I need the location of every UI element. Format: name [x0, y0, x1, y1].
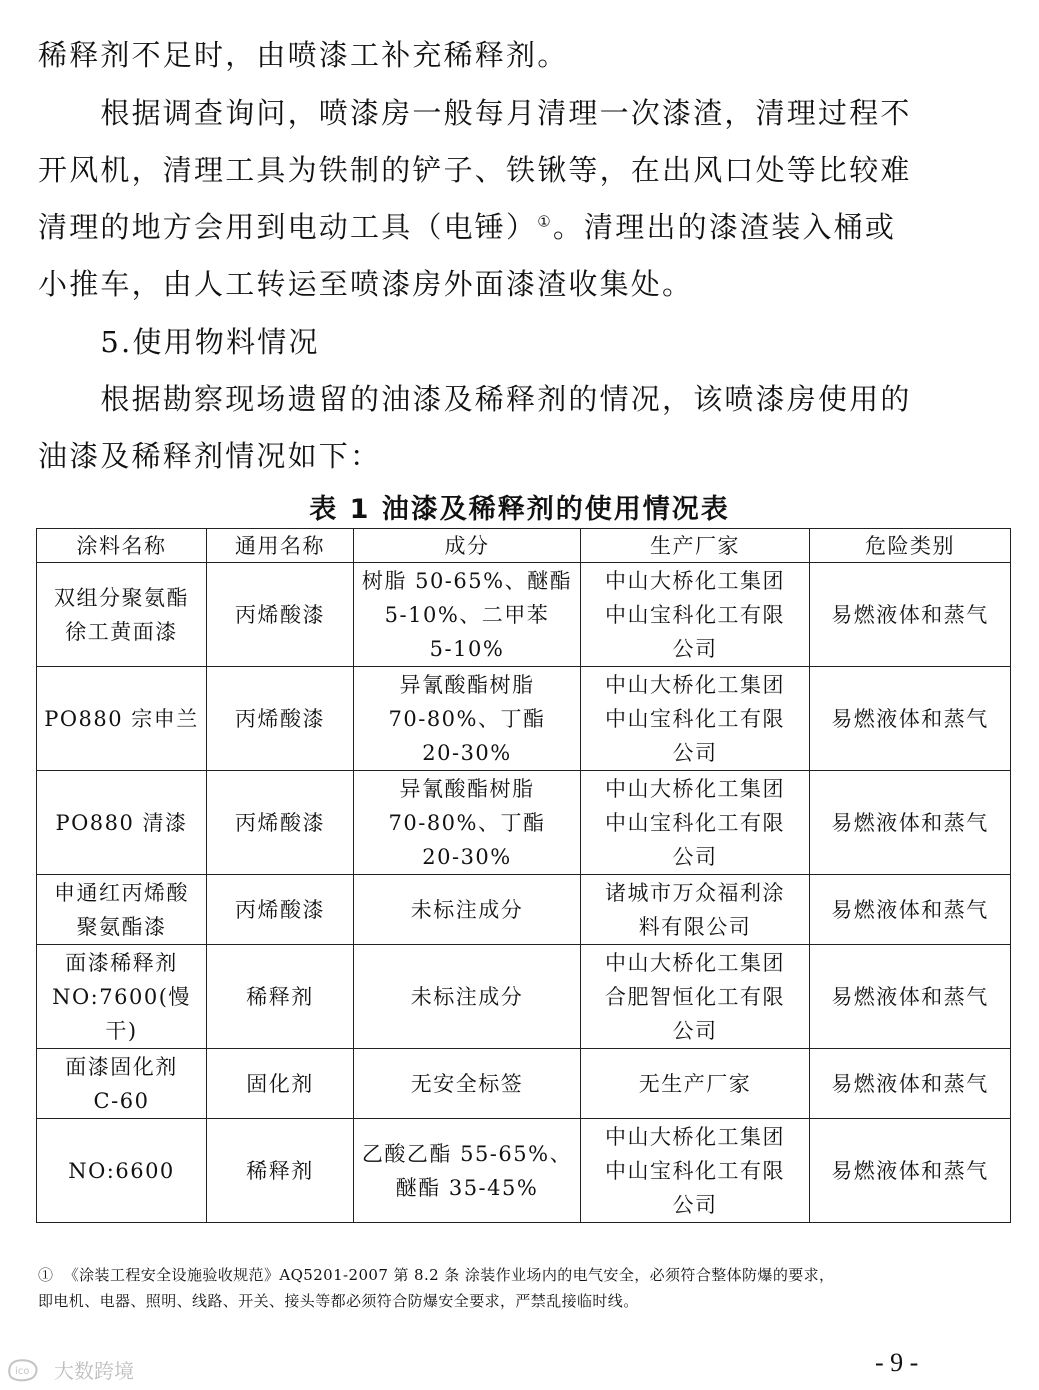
table-header-row	[37, 529, 1011, 563]
cell-line: 申通红丙烯酸	[54, 880, 189, 905]
text-fragment: 。清理出的漆渣装入桶或	[552, 210, 897, 244]
cell-line: 70-80%、丁酯	[388, 706, 546, 731]
page-number: - 9 -	[875, 1348, 919, 1377]
maker-cell	[581, 667, 810, 771]
cell-line: 面漆稀释剂	[65, 950, 178, 975]
composition-cell	[354, 875, 581, 945]
table-row	[37, 875, 1011, 945]
table-row	[37, 945, 1011, 1049]
cell-line: 中山宝科化工有限	[605, 706, 785, 731]
common-name-cell: 丙烯酸漆	[207, 667, 354, 771]
footnote-reference[interactable]: ①	[537, 212, 553, 231]
cell-line: 中山大桥化工集团	[605, 568, 785, 593]
header-cell: 生产厂家	[581, 529, 810, 563]
cell-line: 5-10%、二甲苯	[384, 602, 550, 627]
composition-cell	[354, 1049, 581, 1119]
cell-line: 醚酯 35-45%	[395, 1175, 539, 1200]
footnote-line	[38, 1262, 998, 1288]
cell-line: 中山宝科化工有限	[605, 1158, 785, 1183]
cell-line: 中山大桥化工集团	[605, 672, 785, 697]
cell-line: 公司	[672, 844, 718, 869]
hazard-cell: 易燃液体和蒸气	[810, 667, 1011, 771]
heading-text: 5.使用物料情况	[38, 325, 320, 359]
header-cell: 涂料名称	[37, 529, 207, 563]
cell-line: 中山大桥化工集团	[605, 1124, 785, 1149]
cell-line: 诸城市万众福利涂	[605, 880, 785, 905]
cell-line: 料有限公司	[638, 914, 752, 939]
cell-line: NO:7600(慢	[52, 984, 191, 1009]
name-cell	[37, 563, 207, 667]
cell-line: 公司	[672, 636, 718, 661]
cell-line: 中山大桥化工集团	[605, 950, 785, 975]
common-name-cell: 丙烯酸漆	[207, 875, 354, 945]
cell-line: 乙酸乙酯 55-65%、	[361, 1141, 573, 1166]
cell-line: 异氰酸酯树脂	[399, 776, 535, 801]
table-row	[37, 1049, 1011, 1119]
svg-text:ico: ico	[15, 1365, 30, 1377]
name-cell	[37, 667, 207, 771]
cell-line: 聚氨酯漆	[76, 914, 167, 939]
name-cell	[37, 945, 207, 1049]
maker-cell	[581, 1119, 810, 1223]
name-cell	[37, 1049, 207, 1119]
cell-line: 中山宝科化工有限	[605, 810, 785, 835]
text-fragment: 清理的地方会用到电动工具（电锤）	[38, 210, 538, 244]
text-line: 开风机，清理工具为铁制的铲子、铁锹等，在出风口处等比较难	[38, 153, 912, 187]
cell-line: 无生产厂家	[638, 1071, 752, 1096]
hazard-cell: 易燃液体和蒸气	[810, 875, 1011, 945]
cell-line: 未标注成分	[410, 984, 524, 1009]
text-line: 小推车，由人工转运至喷漆房外面漆渣收集处。	[38, 267, 694, 301]
table-row	[37, 667, 1011, 771]
name-cell	[37, 1119, 207, 1223]
cell-line: 异氰酸酯树脂	[399, 672, 535, 697]
header-cell: 通用名称	[207, 529, 354, 563]
table-row	[37, 563, 1011, 667]
hazard-cell: 易燃液体和蒸气	[810, 945, 1011, 1049]
hazard-cell: 易燃液体和蒸气	[810, 563, 1011, 667]
common-name-cell: 固化剂	[207, 1049, 354, 1119]
cell-line: 中山大桥化工集团	[605, 776, 785, 801]
watermark	[6, 1355, 134, 1384]
cell-line: 合肥智恒化工有限	[605, 984, 785, 1009]
cell-line: PO880 宗申兰	[44, 706, 199, 731]
hazard-cell: 易燃液体和蒸气	[810, 1049, 1011, 1119]
watermark-text: 大数跨境	[54, 1359, 134, 1383]
cell-line: 面漆固化剂	[65, 1054, 178, 1079]
header-cell: 危险类别	[810, 529, 1011, 563]
text-line: 稀释剂不足时，由喷漆工补充稀释剂。	[38, 38, 569, 72]
cell-line: 未标注成分	[410, 897, 524, 922]
watermark-logo-icon	[6, 1357, 50, 1383]
cell-line: 20-30%	[422, 844, 512, 869]
cell-line: 70-80%、丁酯	[388, 810, 546, 835]
table-row	[37, 1119, 1011, 1223]
footnote-line: 即电机、电器、照明、线路、开关、接头等都必须符合防爆安全要求，严禁乱接临时线。	[38, 1292, 639, 1310]
composition-cell	[354, 771, 581, 875]
maker-cell	[581, 875, 810, 945]
cell-line: 中山宝科化工有限	[605, 602, 785, 627]
cell-line: 5-10%	[429, 636, 505, 661]
hazard-cell: 易燃液体和蒸气	[810, 1119, 1011, 1223]
composition-cell	[354, 1119, 581, 1223]
text-line: 根据勘察现场遗留的油漆及稀释剂的情况，该喷漆房使用的	[38, 382, 912, 416]
cell-line: 树脂 50-65%、醚酯	[361, 568, 573, 593]
maker-cell	[581, 1049, 810, 1119]
hazard-cell: 易燃液体和蒸气	[810, 771, 1011, 875]
cell-line: PO880 清漆	[55, 810, 188, 835]
cell-line: 干)	[105, 1018, 138, 1043]
cell-line: 公司	[672, 740, 718, 765]
common-name-cell: 稀释剂	[207, 1119, 354, 1223]
maker-cell	[581, 563, 810, 667]
cell-line: 公司	[672, 1192, 718, 1217]
cell-line: 双组分聚氨酯	[54, 585, 189, 610]
maker-cell	[581, 945, 810, 1049]
name-cell	[37, 875, 207, 945]
cell-line: 公司	[672, 1018, 718, 1043]
common-name-cell: 丙烯酸漆	[207, 563, 354, 667]
cell-line: 20-30%	[422, 740, 512, 765]
table-caption: 表 1 油漆及稀释剂的使用情况表	[309, 494, 730, 525]
footnote	[38, 1262, 998, 1314]
maker-cell	[581, 771, 810, 875]
table-row	[37, 771, 1011, 875]
text-line: 油漆及稀释剂情况如下：	[38, 439, 382, 473]
composition-cell	[354, 945, 581, 1049]
cell-line: C-60	[93, 1088, 150, 1113]
cell-line: 徐工黄面漆	[65, 619, 178, 644]
common-name-cell: 丙烯酸漆	[207, 771, 354, 875]
name-cell	[37, 771, 207, 875]
header-cell: 成分	[354, 529, 581, 563]
cell-line: 无安全标签	[410, 1071, 524, 1096]
common-name-cell: 稀释剂	[207, 945, 354, 1049]
cell-line: NO:6600	[68, 1158, 175, 1183]
composition-cell	[354, 563, 581, 667]
composition-cell	[354, 667, 581, 771]
text-line	[38, 205, 896, 246]
footnote-text: 《涂装工程安全设施验收规范》AQ5201-2007 第 8.2 条 涂装作业场内的电气安全，必须符合整体防爆的要求，	[63, 1266, 835, 1284]
materials-table	[36, 528, 1011, 1223]
text-line: 根据调查询问，喷漆房一般每月清理一次漆渣，清理过程不	[38, 96, 912, 130]
footnote-marker: ①	[38, 1266, 54, 1284]
